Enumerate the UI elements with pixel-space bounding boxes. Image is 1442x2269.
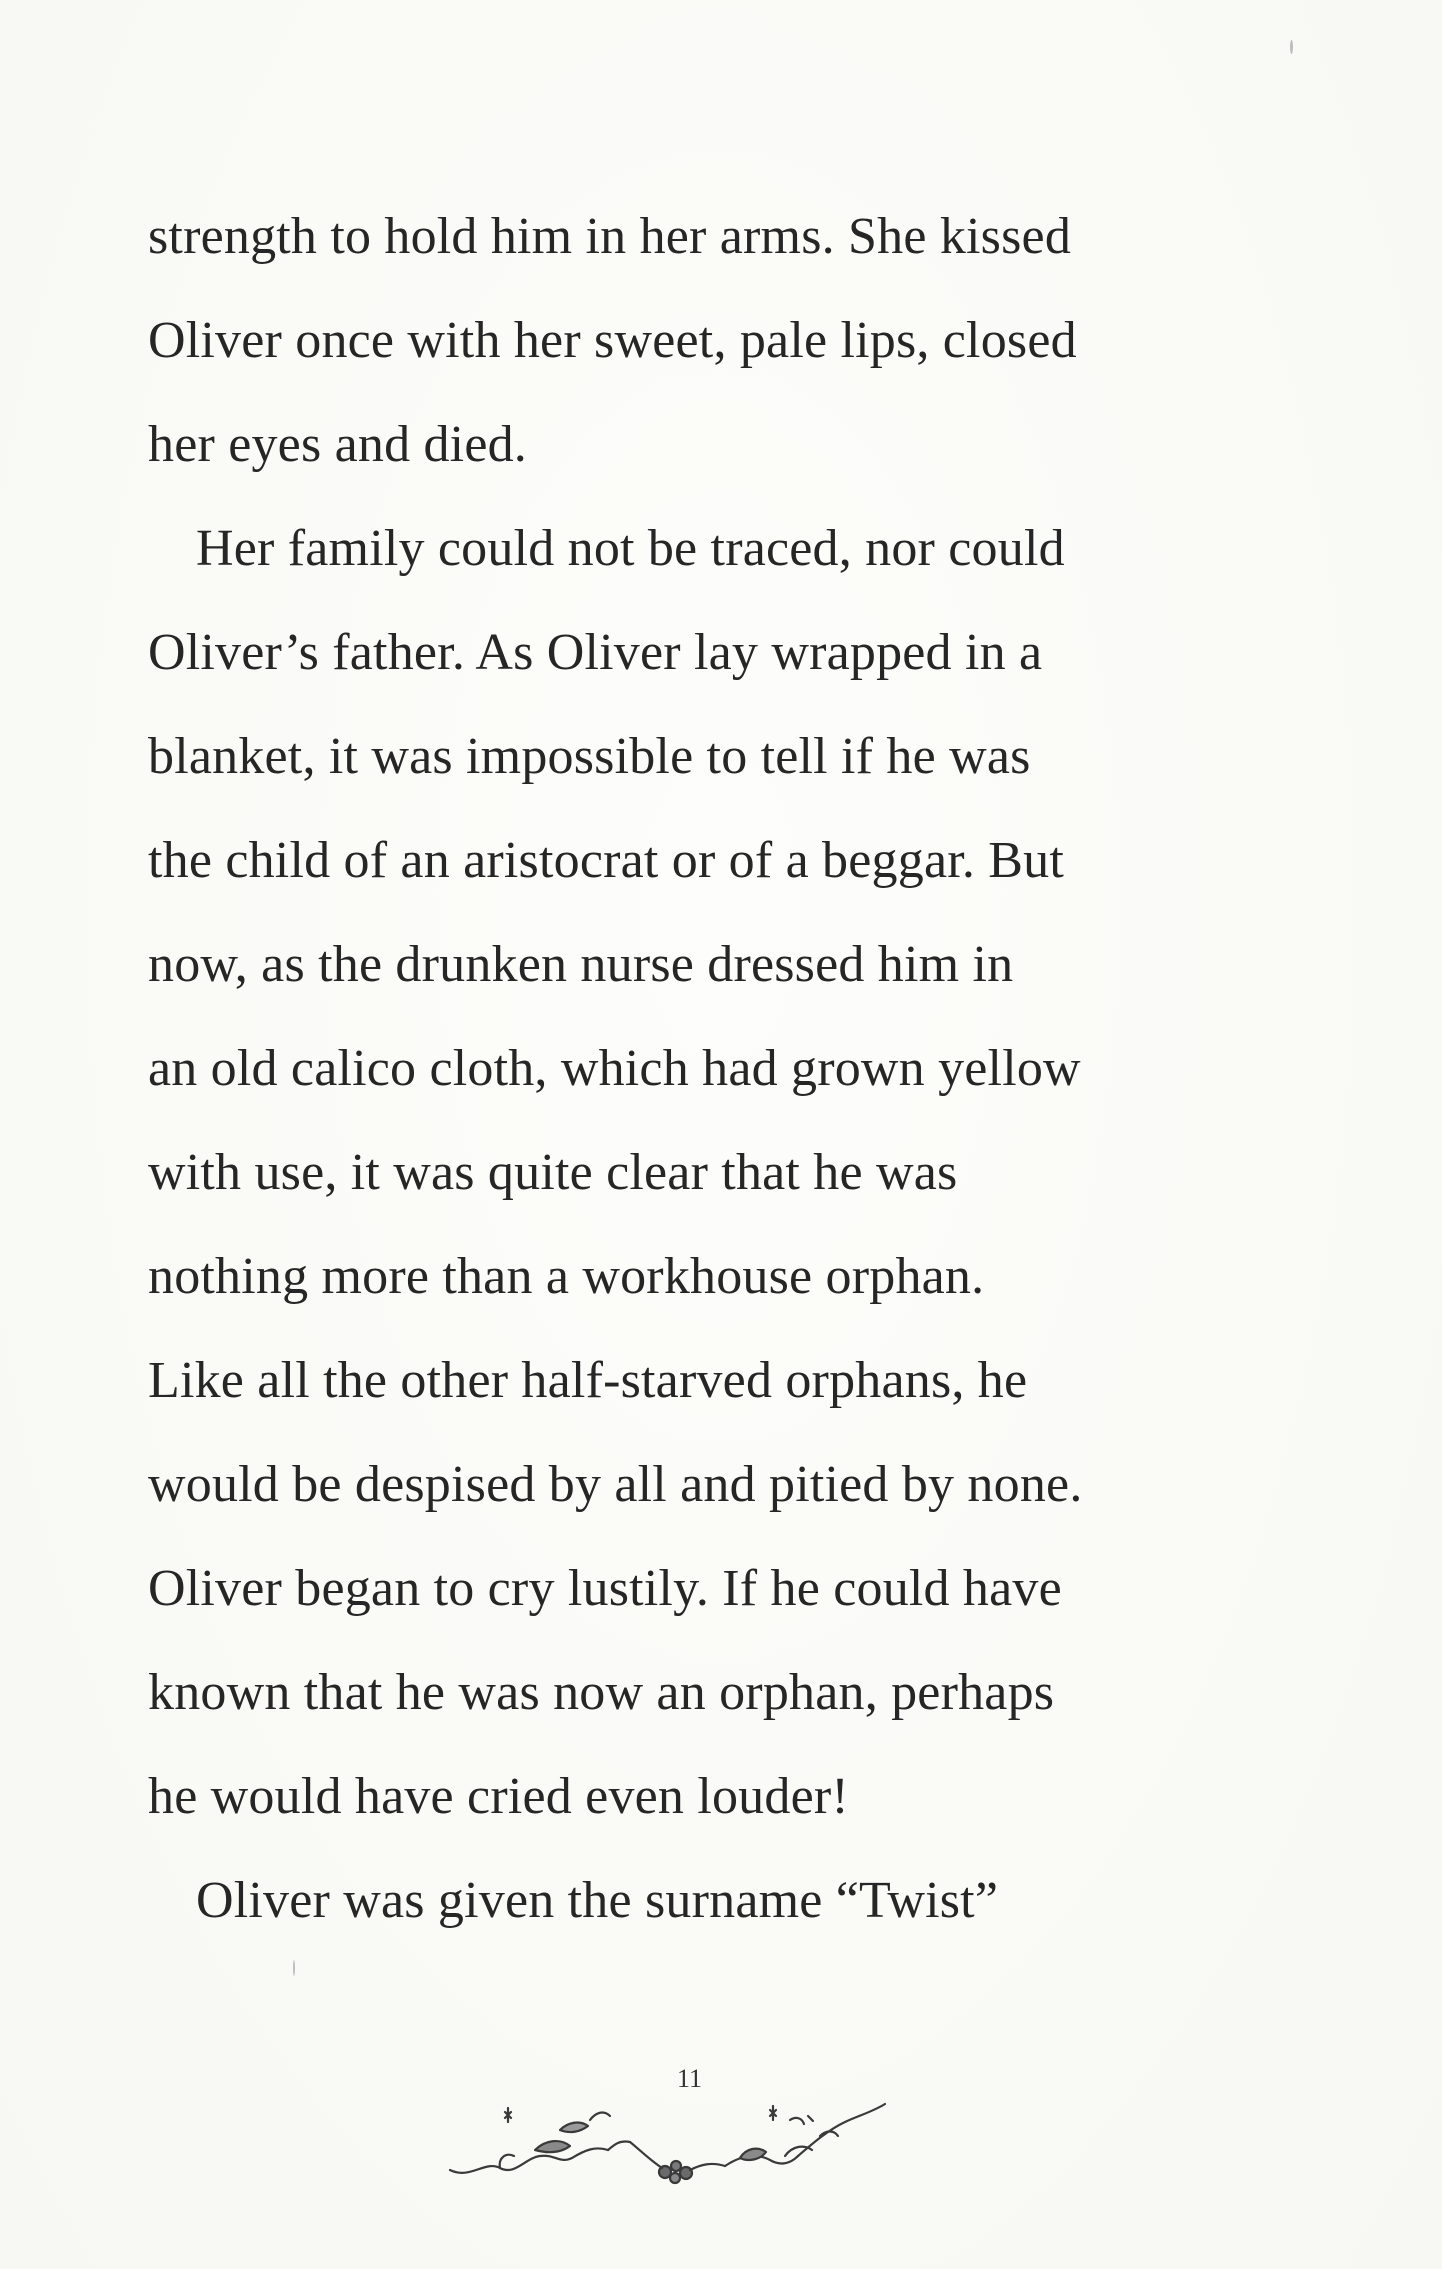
text-line: blanket, it was impossible to tell if he was	[148, 728, 1031, 785]
body-text	[148, 185, 1248, 1953]
scan-speck	[1290, 40, 1293, 54]
text-line: an old calico cloth, which had grown yellow	[148, 1040, 1081, 1097]
text-line: Her family could not be traced, nor could	[196, 520, 1065, 577]
text-line: Oliver began to cry lustily. If he could have	[148, 1560, 1062, 1617]
text-line: Oliver once with her sweet, pale lips, closed	[148, 312, 1077, 369]
text-line: her eyes and died.	[148, 416, 528, 473]
page-number: 11	[677, 2064, 703, 2093]
text-line: with use, it was quite clear that he was	[148, 1144, 958, 1201]
scan-speck	[293, 1960, 295, 1976]
text-line: known that he was now an orphan, perhaps	[148, 1664, 1055, 1721]
text-line: would be despised by all and pitied by none.	[148, 1456, 1083, 1513]
text-line: Oliver was given the surname “Twist”	[196, 1872, 999, 1929]
text-line: Oliver’s father. As Oliver lay wrapped in a	[148, 624, 1043, 681]
text-line: strength to hold him in her arms. She kissed	[148, 208, 1072, 265]
text-line: nothing more than a workhouse orphan.	[148, 1248, 985, 1305]
text-line: now, as the drunken nurse dressed him in	[148, 936, 1014, 993]
text-line: Like all the other half-starved orphans, he	[148, 1352, 1028, 1409]
text-line: he would have cried even louder!	[148, 1768, 849, 1825]
text-line: the child of an aristocrat or of a beggar. But	[148, 832, 1065, 889]
